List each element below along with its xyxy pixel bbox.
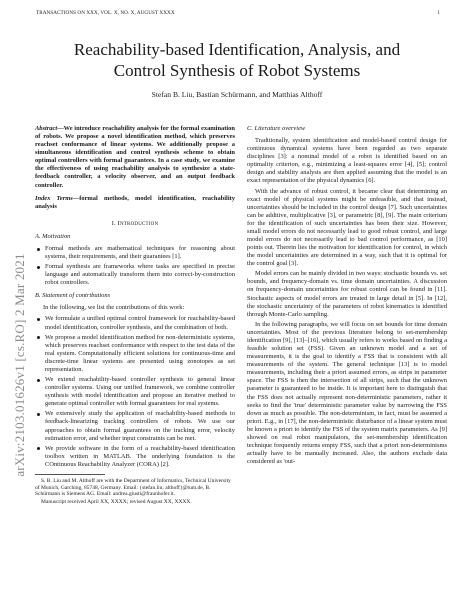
footnote-affiliations: S. B. Liu and M. Althoff are with the Department of Informatics, Technical University of Munich, Garching, 85748, Germany. Email: {stefan.liu; althoff}@tum.de, B. Schürmann is Siemens AG. Email: andrea.giusti@fraunhofer.it. [35,477,231,498]
paper-title-line-1: Reachability-based Identification, Analysis, and [73,40,401,59]
contributions-intro: In the following, we list the contributions of this work: [43,304,185,312]
subsection-heading-motivation: A. Motivation [35,232,71,240]
left-column [35,125,235,507]
footnote-divider [35,474,105,475]
list-item: Formal methods are mathematical techniques for reasoning about systems, their requirements, and their guarantees [1]. [35,245,235,261]
footnote-manuscript: Manuscript received April XX, XXXX; revised August XX, XXXX. [41,499,192,506]
subsection-heading-literature: C. Literature overview [247,125,306,132]
author-list: Stefan B. Liu, Bastian Schürmann, and Matthias Althoff [151,90,323,99]
arxiv-side-stamp [8,150,32,580]
list-item: We provide software in the form of a reachability-based identification toolbox written in MATLAB. The underlying foundation is the COntinuous Reachability Analyzer (CORA) [2]. [35,445,235,469]
list-item: Formal synthesis are frameworks where tasks are specified in precise language and automatically transform them into correct-by-construction robot controllers. [35,263,235,287]
subsection-heading-contributions: B. Statement of contributions [35,292,111,300]
body-paragraph: In the following paragraphs, we will focus on set bounds for time domain uncertainties. Most of the previous literature belong to set-membership identification [9], [13]–[16], which usually refers to works based on finding a feasible solution set (FSS). Given an unknown model and a set of measurements, it is the goal to identify a FSS that is consistent with all measurements of the system. The general technique [13] is to model measurements, including their a priori assumed errors, as strips in parameter space. The FSS is then the intersection of all strips, such that the unknown parameter is guaranteed to be inside. It is important here to distinguish that the FSS does not actually represent non-deterministic parameters, rather it seeks to find the 'true' deterministic parameter value by narrowing the FSS down as much as possible. The non-determinism, in fact, must be assumed a priori. E.g., in [17], the non-deterministic disturbance of a linear system must be known a priori to identify the FSS of the system matrix parameters. As [9] showed on real robot manipulators, the set-membership identification technique frequently returns empty FSS, such that a priori non-determinisms actually have to be manually increased. Also, the authors exclude data considered as 'out- [247,320,447,466]
paper-title-line-2: Control Synthesis of Robot Systems [113,61,361,80]
abstract-text: —We introduce reachability analysis for the formal examination of robots. We propose a novel identification method, which preserves reachset conformance of linear systems. We additionally propose a simultaneous identification and control synthesis scheme to obtain optimal controllers with formal guarantees. In a case study, we examine the effectiveness of using reachability analysis to synthesize a state-feedback controller, a velocity observer, and an output feedback controller. [35,125,235,189]
right-column [247,125,447,466]
motivation-list [35,245,235,287]
list-item: We formulate a unified optimal control framework for reachability-based model identification, controller synthesis, and the combination of both. [35,315,235,331]
abstract [35,125,235,190]
body-paragraph: Traditionally, system identification and model-based control design for continuous dynamical systems have been regarded as two separate disciplines [3]: a nominal model of a robot is identified based on an optimality criterion, e.g., minimizing a least-squares error [4], [5]; control design and stability analysis are then applied assuming that the model is an exact representation of the physical dynamics [6]. [247,137,447,185]
journal-header: TRANSACTIONS ON XXX, VOL. X, NO. X, AUGUST XXXX [36,10,175,16]
paper-title [20,39,454,81]
list-item: We extensively study the application of reachability-based methods to feedback-linearizing tracking controllers of robots. We use our approaches to obtain formal guarantees on the tracking error, velocity estimation error, and whether input constraints can be met. [35,410,235,442]
body-paragraph: Model errors can be mainly divided in two ways: stochastic bounds vs. set bounds, and frequency-domain vs. time domain uncertainties. A discussion on frequency-domain uncertainties for robust control can be found in [11]. Stochastic aspects of model errors are treated in large detail in [5]. In [12], the stochastic uncertainty of the parameters of robot kinematics is identified through Monte-Carlo sampling. [247,270,447,318]
list-item: We propose a model identification method for non-deterministic systems, which preserves reachset conformance with respect to the test data of the real system. Computationally efficient solutions for continuous-time and discrete-time linear systems are presented using zonotopes as set representation. [35,334,235,374]
list-item: We extend reachability-based controller synthesis to general linear controller systems. Using our unified framework, we combine controller synthesis with model identification and propose an iterative method to generate optimal controller with formal guarantees for real systems. [35,376,235,408]
arxiv-identifier: arXiv:2103.01626v1 [cs.RO] 2 Mar 2021 [12,253,27,477]
index-terms-text: —formal methods, model identification, reachability analysis [35,194,235,210]
body-paragraph: With the advance of robust control, it became clear that determining an exact model of physical systems might be unfeasible, and that instead, uncertainties should be included in the control design [7]. Such uncertainties can be additive, multiplicative [3], or parametric [8], [9]. The main criterium for the identification of such uncertainties has been their size. However, small model errors do not necessarily lead to good robust control, and large model errors do not necessarily lead to bad control performance, as [10] points out. Therein lies the motivation for identification for control, in which the model uncertainties are determined in a way, such that it is optimal for the control goal [3]. [247,187,447,268]
abstract-lead: Abstract [35,125,58,132]
contributions-list [35,315,235,468]
index-terms [35,195,235,211]
section-heading-introduction: I. Introduction [111,219,159,227]
page-number: 1 [437,10,440,16]
index-terms-lead: Index Terms [35,194,73,202]
running-head [36,10,440,16]
footnotes [35,478,235,506]
